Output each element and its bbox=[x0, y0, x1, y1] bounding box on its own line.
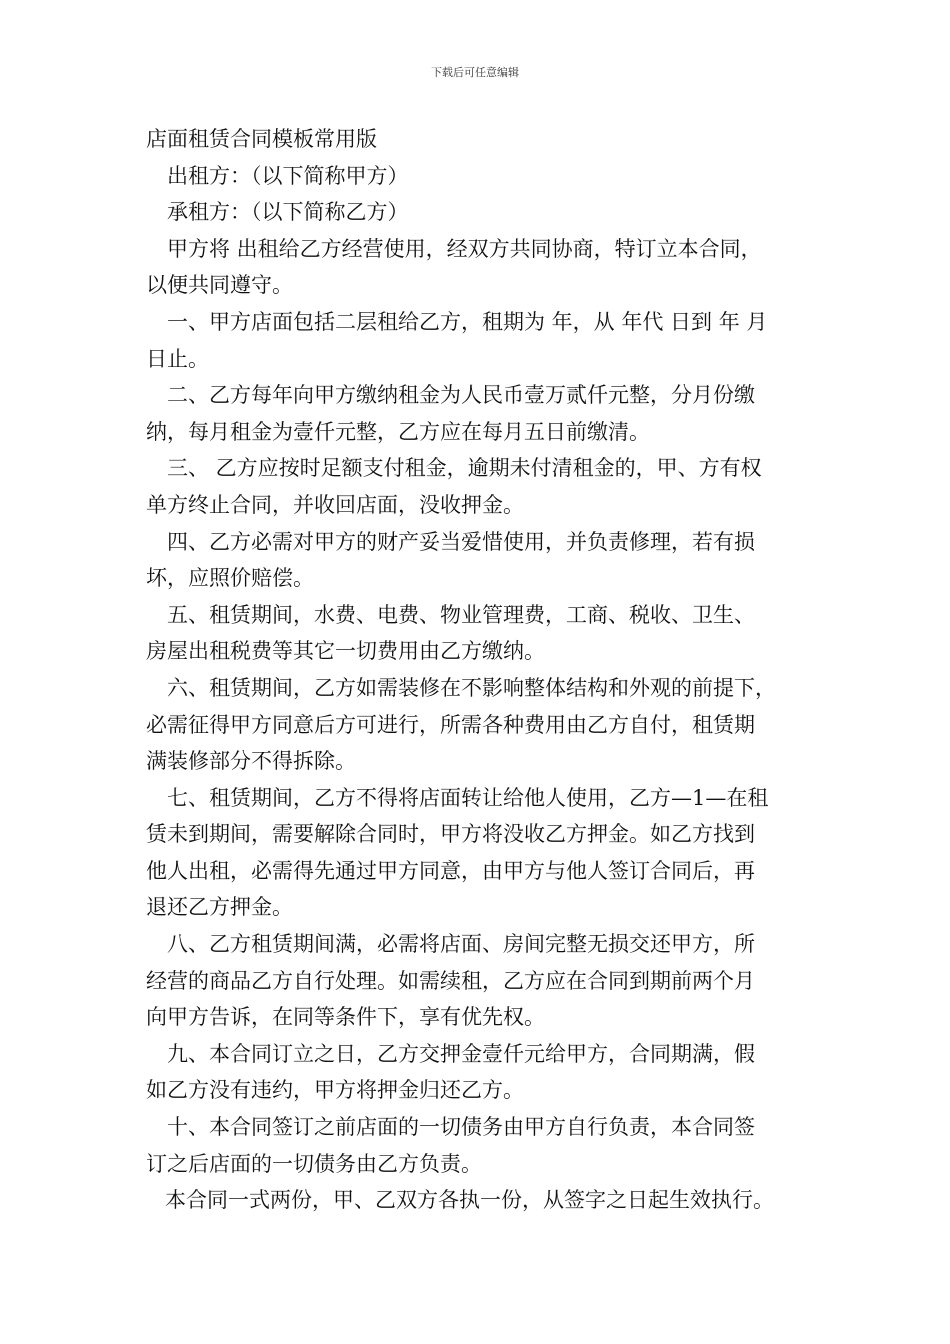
text-line: 五、租赁期间，水费、电费、物业管理费，工商、税收、卫生、 bbox=[167, 602, 755, 627]
text-line: 日止。 bbox=[146, 346, 209, 371]
text-line: 房屋出租税费等其它一切费用由乙方缴纳。 bbox=[146, 639, 545, 664]
text-line: 二、乙方每年向甲方缴纳租金为人民币壹万贰仟元整，分月份缴 bbox=[167, 383, 755, 408]
text-line: 赁未到期间，需要解除合同时，甲方将没收乙方押金。如乙方找到 bbox=[146, 822, 755, 847]
text-line: 如乙方没有违约，甲方将押金归还乙方。 bbox=[146, 1078, 524, 1103]
text-line: 以便共同遵守。 bbox=[146, 273, 293, 298]
text-line: 订之后店面的一切债务由乙方负责。 bbox=[146, 1151, 482, 1176]
text-line: 一、甲方店面包括二层租给乙方，租期为 年，从 年代 日到 年 月 bbox=[167, 309, 768, 334]
text-line: 单方终止合同，并收回店面，没收押金。 bbox=[146, 492, 524, 517]
text-line: 满装修部分不得拆除。 bbox=[146, 749, 356, 774]
text-line: 纳，每月租金为壹仟元整，乙方应在每月五日前缴清。 bbox=[146, 419, 650, 444]
page-header: 下载后可任意编辑 bbox=[431, 66, 519, 79]
text-line: 甲方将 出租给乙方经营使用，经双方共同协商，特订立本合同， bbox=[167, 236, 762, 261]
text-line: 六、租赁期间，乙方如需装修在不影响整体结构和外观的前提下， bbox=[167, 675, 776, 700]
text-line: 承租方：（以下简称乙方） bbox=[167, 200, 409, 225]
text-line: 七、租赁期间，乙方不得将店面转让给他人使用，乙方—1—在租 bbox=[167, 785, 769, 810]
document-body bbox=[146, 121, 810, 1219]
text-line: 四、乙方必需对甲方的财产妥当爱惜使用，并负责修理，若有损 bbox=[167, 529, 755, 554]
text-line: 八、乙方租赁期间满，必需将店面、房间完整无损交还甲方，所 bbox=[167, 932, 755, 957]
text-line: 三、 乙方应按时足额支付租金，逾期未付清租金的，甲、方有权 bbox=[167, 456, 762, 481]
text-line: 退还乙方押金。 bbox=[146, 895, 293, 920]
text-line: 向甲方告诉，在同等条件下，享有优先权。 bbox=[146, 1005, 545, 1030]
text-line: 本合同一式两份，甲、乙双方各执一份，从签字之日起生效执行。 bbox=[165, 1188, 774, 1213]
text-line: 出租方：（以下简称甲方） bbox=[167, 163, 409, 188]
text-line: 他人出租，必需得先通过甲方同意，由甲方与他人签订合同后，再 bbox=[146, 858, 755, 883]
text-line: 九、本合同订立之日，乙方交押金壹仟元给甲方，合同期满，假 bbox=[167, 1041, 755, 1066]
text-line: 十、本合同签订之前店面的一切债务由甲方自行负责，本合同签 bbox=[167, 1115, 755, 1140]
text-line: 坏，应照价赔偿。 bbox=[146, 566, 314, 591]
text-line: 必需征得甲方同意后方可进行，所需各种费用由乙方自付，租赁期 bbox=[146, 712, 755, 737]
document-title: 店面租赁合同模板常用版 bbox=[146, 127, 377, 151]
text-line: 经营的商品乙方自行处理。如需续租，乙方应在合同到期前两个月 bbox=[146, 968, 755, 993]
